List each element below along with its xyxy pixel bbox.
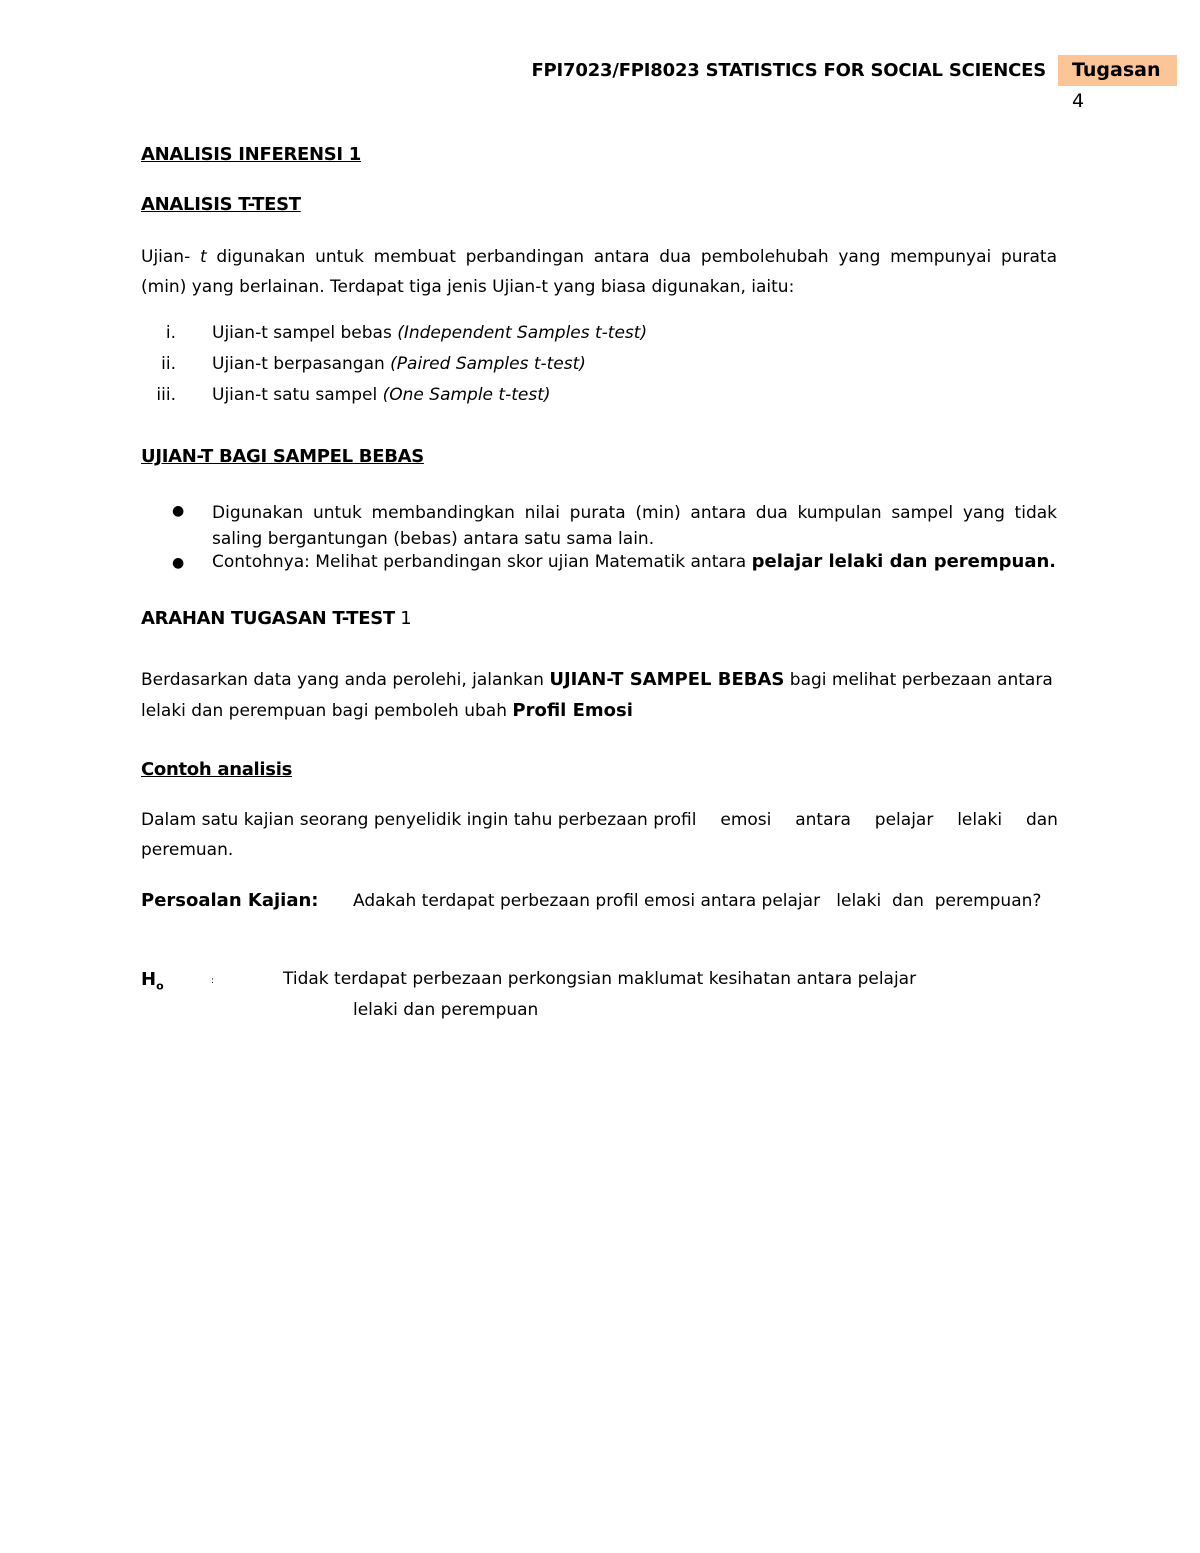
h0-label	[141, 969, 164, 993]
arahan-para-line-2	[141, 700, 633, 721]
list-item-2	[212, 354, 586, 374]
bullet-item-1	[212, 500, 1057, 552]
list-item-3-italic: (One Sample t-test)	[382, 385, 551, 405]
arahan-title-num: 1	[394, 608, 412, 629]
task-number: 4	[1072, 90, 1085, 112]
persoalan-label: Persoalan Kajian:	[141, 890, 319, 911]
h0-subscript: o	[156, 979, 164, 993]
list-item-3-text: Ujian-t satu sampel	[212, 385, 383, 405]
section-title-sampel-bebas: UJIAN-T BAGI SAMPEL BEBAS	[141, 446, 424, 467]
list-item-2-text: Ujian-t berpasangan	[212, 354, 391, 374]
h0-line-1: Tidak terdapat perbezaan perkongsian maklumat kesihatan antara pelajar	[283, 969, 917, 989]
bullet-icon: ●	[172, 555, 185, 571]
list-num-2: ii.	[161, 354, 176, 374]
arahan-p2-bold: Profil Emosi	[512, 700, 633, 721]
intro-word: Ujian-	[141, 247, 191, 267]
bullet-item-2	[212, 551, 1056, 572]
ttest-intro	[141, 242, 1057, 302]
list-item-1-text: Ujian-t sampel bebas	[212, 323, 398, 343]
persoalan-text	[353, 891, 1058, 911]
task-badge	[1058, 55, 1177, 112]
contoh-word-5: lelaki	[957, 810, 1003, 830]
arahan-p1-a: Berdasarkan data yang anda perolehi, jalankan	[141, 670, 550, 690]
arahan-p2-a: lelaki dan perempuan bagi pemboleh ubah	[141, 701, 513, 721]
course-title: FPI7023/FPI8023 STATISTICS FOR SOCIAL SCIENCES	[531, 60, 1046, 81]
bullet-2-bold: pelajar lelaki dan perempuan	[751, 551, 1050, 572]
arahan-p1-bold: UJIAN-T SAMPEL BEBAS	[549, 669, 785, 690]
contoh-word-2: emosi	[720, 810, 772, 830]
bullet-2-end: .	[1049, 552, 1056, 572]
arahan-para-line-1	[141, 669, 1053, 690]
bullet-1-line-1: Digunakan untuk membandingkan nilai purata (min) antara dua kumpulan sampel yang tidak	[212, 503, 1057, 523]
section-title-ttest: ANALISIS T-TEST	[141, 194, 301, 215]
section-title-contoh: Contoh analisis	[141, 759, 292, 780]
intro-t: t	[199, 247, 207, 267]
h0-line-2: lelaki dan perempuan	[353, 1000, 539, 1020]
contoh-word-4: pelajar	[874, 810, 934, 830]
h0-colon: :	[211, 976, 215, 986]
intro-rest: digunakan untuk membuat perbandingan antara dua pembolehubah yang mempunyai purata (min) yang berlainan. Terdapat tiga jenis Ujian-t yang biasa digunakan, iaitu:	[141, 247, 1058, 297]
contoh-word-3: antara	[795, 810, 851, 830]
list-item-2-italic: (Paired Samples t-test)	[390, 354, 586, 374]
list-num-1: i.	[165, 323, 176, 343]
list-num-3: iii.	[156, 385, 176, 405]
contoh-para-line-1	[141, 810, 1058, 830]
task-label: Tugasan	[1072, 59, 1161, 81]
contoh-para-line-2: peremuan.	[141, 840, 234, 860]
bullet-1-line-2: saling bergantungan (bebas) antara satu sama lain.	[212, 529, 655, 549]
arahan-title: ARAHAN TUGASAN T-TEST	[141, 608, 395, 629]
arahan-p1-b: bagi melihat perbezaan antara	[784, 670, 1053, 690]
list-item-1-italic: (Independent Samples t-test)	[397, 323, 648, 343]
list-item-3	[212, 385, 551, 405]
bullet-2-text: Contohnya: Melihat perbandingan skor ujian Matematik antara	[212, 552, 752, 572]
list-item-1	[212, 323, 647, 343]
bullet-icon: ●	[172, 503, 185, 519]
h0-letter: H	[141, 969, 157, 990]
contoh-word-1: Dalam satu kajian seorang penyelidik ingin tahu perbezaan profil	[141, 810, 697, 830]
contoh-word-6: dan	[1025, 810, 1058, 830]
section-title-arahan	[141, 608, 411, 629]
persoalan-text-content: Adakah terdapat perbezaan profil emosi antara pelajar lelaki dan perempuan?	[353, 891, 1042, 911]
section-title-inferensi: ANALISIS INFERENSI 1	[141, 144, 362, 165]
